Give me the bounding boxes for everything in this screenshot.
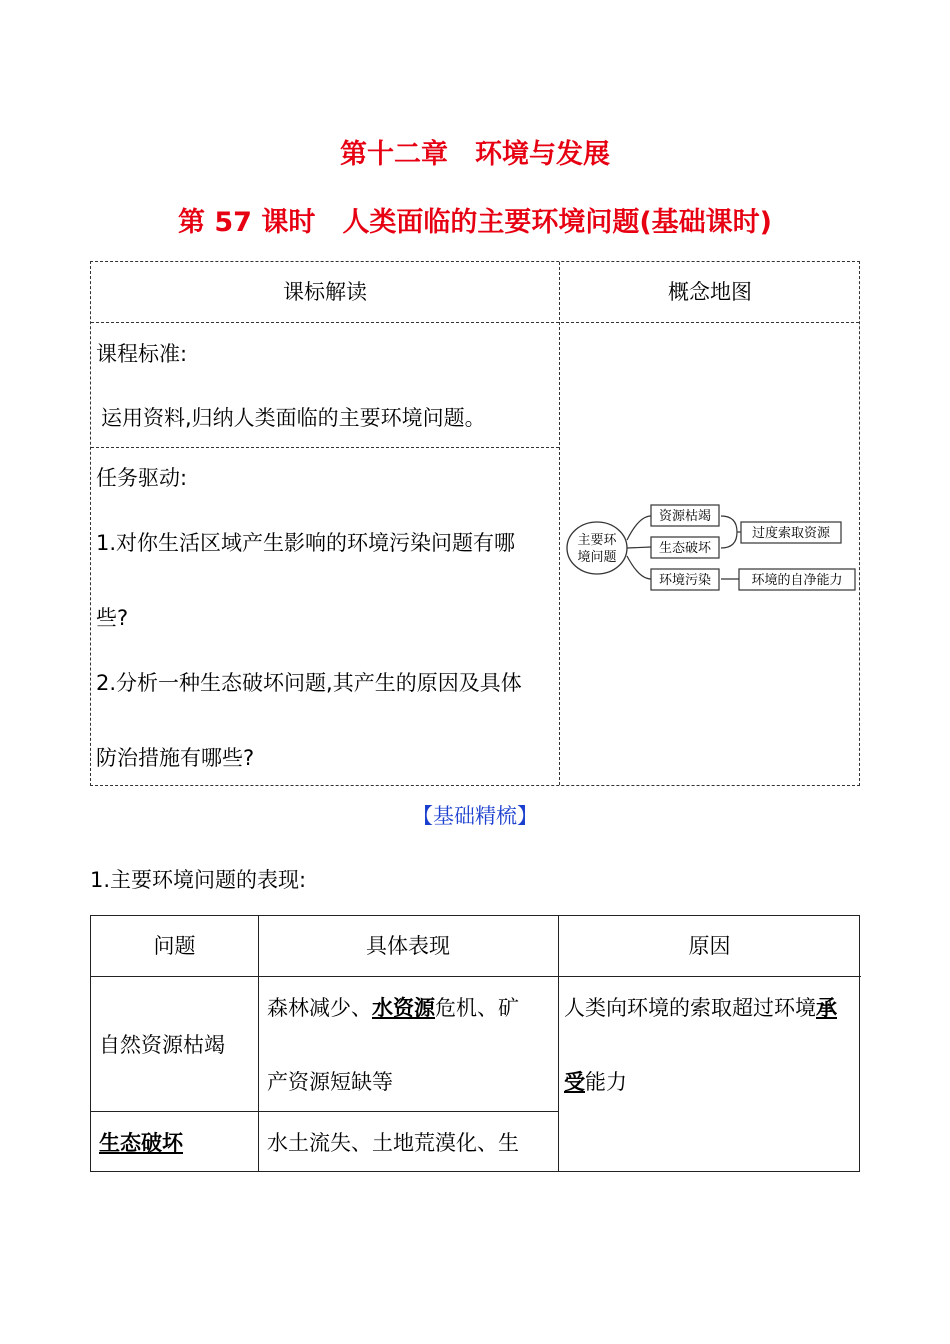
row1-detail-a: 森林减少、	[267, 996, 372, 1020]
reason-a: 人类向环境的索取超过环境	[564, 996, 816, 1020]
header-reason: 原因	[688, 934, 731, 958]
chapter-title: 第十二章 环境与发展	[340, 139, 610, 170]
header-problem: 问题	[153, 934, 196, 958]
header-detail: 具体表现	[366, 934, 450, 958]
task-2-line-1: 2.分析一种生态破坏问题,其产生的原因及具体	[96, 671, 522, 695]
lesson-title: 第 57 课时 人类面临的主要环境问题(基础课时)	[177, 207, 773, 238]
reason-key2: 受	[564, 1070, 585, 1094]
row1-detail-line1	[267, 992, 519, 1022]
task-2-line-2: 防治措施有哪些?	[96, 746, 255, 770]
row2-detail: 水土流失、土地荒漠化、生	[267, 1131, 519, 1155]
column-header-concept-map: 概念地图	[668, 280, 752, 304]
reason-key1: 承	[816, 996, 837, 1020]
task-1-line-1: 1.对你生活区域产生影响的环境污染问题有哪	[96, 531, 516, 555]
row2-problem: 生态破坏	[99, 1131, 183, 1155]
reason-line2	[564, 1066, 627, 1096]
row1-detail-line2: 产资源短缺等	[267, 1070, 393, 1094]
table-divider	[91, 322, 859, 323]
section-tag: 【基础精梳】	[412, 804, 538, 828]
cause-over-exploitation-label: 过度索取资源	[751, 526, 831, 541]
concept-map-center-line2: 境问题	[577, 550, 617, 565]
row1-detail-b: 危机、矿	[435, 996, 519, 1020]
table-divider	[91, 976, 861, 977]
reason-line1	[564, 992, 837, 1022]
concept-map-center-line1: 主要环	[577, 533, 617, 548]
bracket-icon	[721, 516, 737, 548]
concept-map	[565, 500, 860, 600]
standard-label: 课程标准:	[96, 342, 188, 366]
node-resource-depletion-label: 资源枯竭	[658, 509, 712, 524]
row1-detail-key: 水资源	[372, 996, 435, 1020]
environment-problems-table	[90, 915, 860, 1172]
table-divider	[91, 1111, 558, 1112]
task-1-line-2: 些?	[96, 606, 129, 630]
task-label: 任务驱动:	[96, 466, 188, 490]
standard-text: 运用资料,归纳人类面临的主要环境问题。	[101, 406, 486, 430]
cause-self-purification-label: 环境的自净能力	[751, 573, 843, 588]
node-ecological-damage-label: 生态破坏	[658, 541, 712, 556]
reason-b: 能力	[585, 1070, 627, 1094]
table-divider	[91, 447, 559, 448]
sub-heading: 1.主要环境问题的表现:	[90, 868, 307, 892]
node-pollution-label: 环境污染	[658, 573, 712, 588]
table-divider	[559, 262, 560, 785]
row1-problem: 自然资源枯竭	[99, 1033, 225, 1057]
column-header-standard: 课标解读	[283, 280, 367, 304]
concept-map-center	[567, 522, 627, 574]
